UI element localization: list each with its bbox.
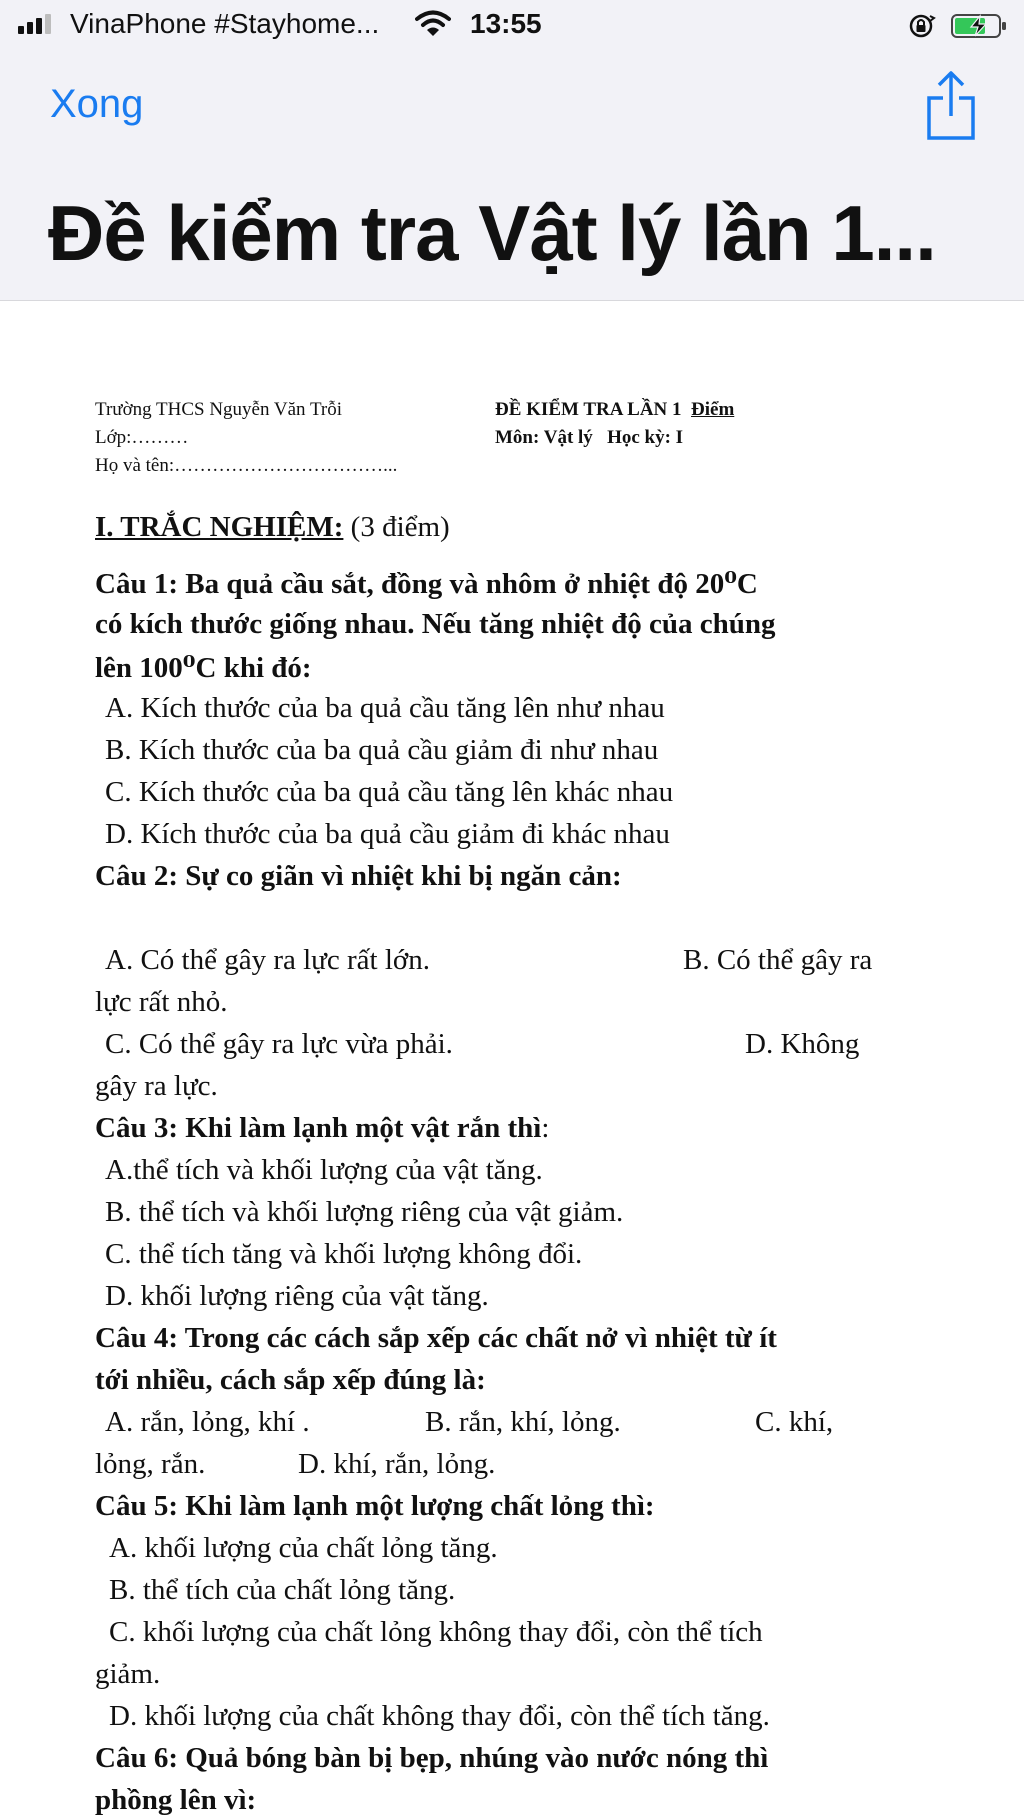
- question-6-line-2: phồng lên vì:: [95, 1784, 257, 1816]
- question-2-option-b: B. Có thể gây ra: [683, 944, 873, 976]
- battery-charging-icon: [950, 12, 1010, 40]
- school-name: Trường THCS Nguyễn Văn Trỗi: [95, 399, 342, 420]
- question-2-stem: Câu 2: Sự co giãn vì nhiệt khi bị ngăn cản:: [95, 860, 622, 892]
- orientation-lock-icon: [908, 12, 938, 40]
- question-1-option-b: B. Kích thước của ba quả cầu giảm đi như nhau: [105, 734, 659, 766]
- exam-heading: [495, 398, 734, 422]
- section-points: (3 điểm): [350, 511, 450, 543]
- question-2-option-b-cont: lực rất nhỏ.: [95, 986, 228, 1018]
- question-2-option-d: D. Không: [745, 1028, 860, 1060]
- question-3-text: Câu 3: Khi làm lạnh một vật rắn thì: [95, 1112, 542, 1144]
- student-name-label: Họ và tên:……………………………...: [95, 455, 398, 476]
- question-3-option-b: B. thể tích và khối lượng riêng của vật giảm.: [105, 1196, 624, 1228]
- question-3-option-a: A.thể tích và khối lượng của vật tăng.: [105, 1154, 543, 1186]
- question-6-line-1: Câu 6: Quả bóng bàn bị bẹp, nhúng vào nước nóng thì: [95, 1742, 769, 1774]
- navigation-header: [0, 0, 1024, 301]
- question-2-option-a: A. Có thể gây ra lực rất lớn.: [105, 944, 430, 976]
- question-4-option-c-cont: lỏng, rắn.: [95, 1448, 206, 1480]
- question-4-option-a: A. rắn, lỏng, khí .: [105, 1406, 310, 1438]
- section-title: I. TRẮC NGHIỆM:: [95, 511, 344, 543]
- question-1-option-d: D. Kích thước của ba quả cầu giảm đi khác nhau: [105, 818, 670, 850]
- question-1-option-c: C. Kích thước của ba quả cầu tăng lên khác nhau: [105, 776, 674, 808]
- question-2-option-d-cont: gây ra lực.: [95, 1070, 218, 1102]
- question-1-line-1: Câu 1: Ba quả cầu sắt, đồng và nhôm ở nhiệt độ 20⁰C: [95, 568, 758, 600]
- question-4-line-1: Câu 4: Trong các cách sắp xếp các chất nở vì nhiệt từ ít: [95, 1322, 777, 1354]
- status-bar: [0, 0, 1024, 50]
- semester-label: Học kỳ: I: [607, 427, 684, 448]
- share-icon[interactable]: [925, 70, 977, 142]
- question-5-option-d: D. khối lượng của chất không thay đổi, còn thể tích tăng.: [109, 1700, 770, 1732]
- wifi-icon: [415, 10, 451, 38]
- cellular-signal-icon: [18, 14, 51, 34]
- question-5-stem: Câu 5: Khi làm lạnh một lượng chất lỏng thì:: [95, 1490, 655, 1522]
- document-page: [0, 301, 1024, 1820]
- class-label: Lớp:………: [95, 427, 189, 448]
- question-3-option-c: C. thể tích tăng và khối lượng không đổi.: [105, 1238, 583, 1270]
- question-4-option-d: D. khí, rắn, lỏng.: [298, 1448, 496, 1480]
- status-time: 13:55: [470, 8, 542, 39]
- question-2-option-c: C. Có thể gây ra lực vừa phải.: [105, 1028, 453, 1060]
- carrier-name: VinaPhone #Stayhome...: [70, 8, 380, 39]
- done-button[interactable]: Xong: [50, 82, 144, 126]
- question-4-line-2: tới nhiều, cách sắp xếp đúng là:: [95, 1364, 486, 1396]
- question-5-option-c-cont: giảm.: [95, 1658, 161, 1690]
- question-1-option-a: A. Kích thước của ba quả cầu tăng lên như nhau: [105, 692, 665, 724]
- question-4-option-b: B. rắn, khí, lỏng.: [425, 1406, 621, 1438]
- score-label: Điểm: [691, 399, 735, 420]
- document-title: Đề kiểm tra Vật lý lần 1...: [48, 189, 936, 277]
- question-3-option-d: D. khối lượng riêng của vật tăng.: [105, 1280, 489, 1312]
- question-1-line-2: có kích thước giống nhau. Nếu tăng nhiệt độ của chúng: [95, 608, 776, 640]
- question-3-colon: :: [541, 1112, 550, 1144]
- question-5-option-c: C. khối lượng của chất lỏng không thay đổi, còn thể tích: [109, 1616, 763, 1648]
- subject-line: [495, 426, 683, 450]
- subject-label: Môn: Vật lý: [495, 427, 593, 448]
- question-3-stem: [95, 1112, 549, 1145]
- question-1-line-3: lên 100⁰C khi đó:: [95, 652, 312, 684]
- section-heading: [95, 511, 450, 544]
- question-5-option-b: B. thể tích của chất lỏng tăng.: [109, 1574, 456, 1606]
- exam-title: ĐỀ KIỂM TRA LẦN 1: [495, 399, 682, 420]
- question-4-option-c: C. khí,: [755, 1406, 834, 1438]
- question-5-option-a: A. khối lượng của chất lỏng tăng.: [109, 1532, 498, 1564]
